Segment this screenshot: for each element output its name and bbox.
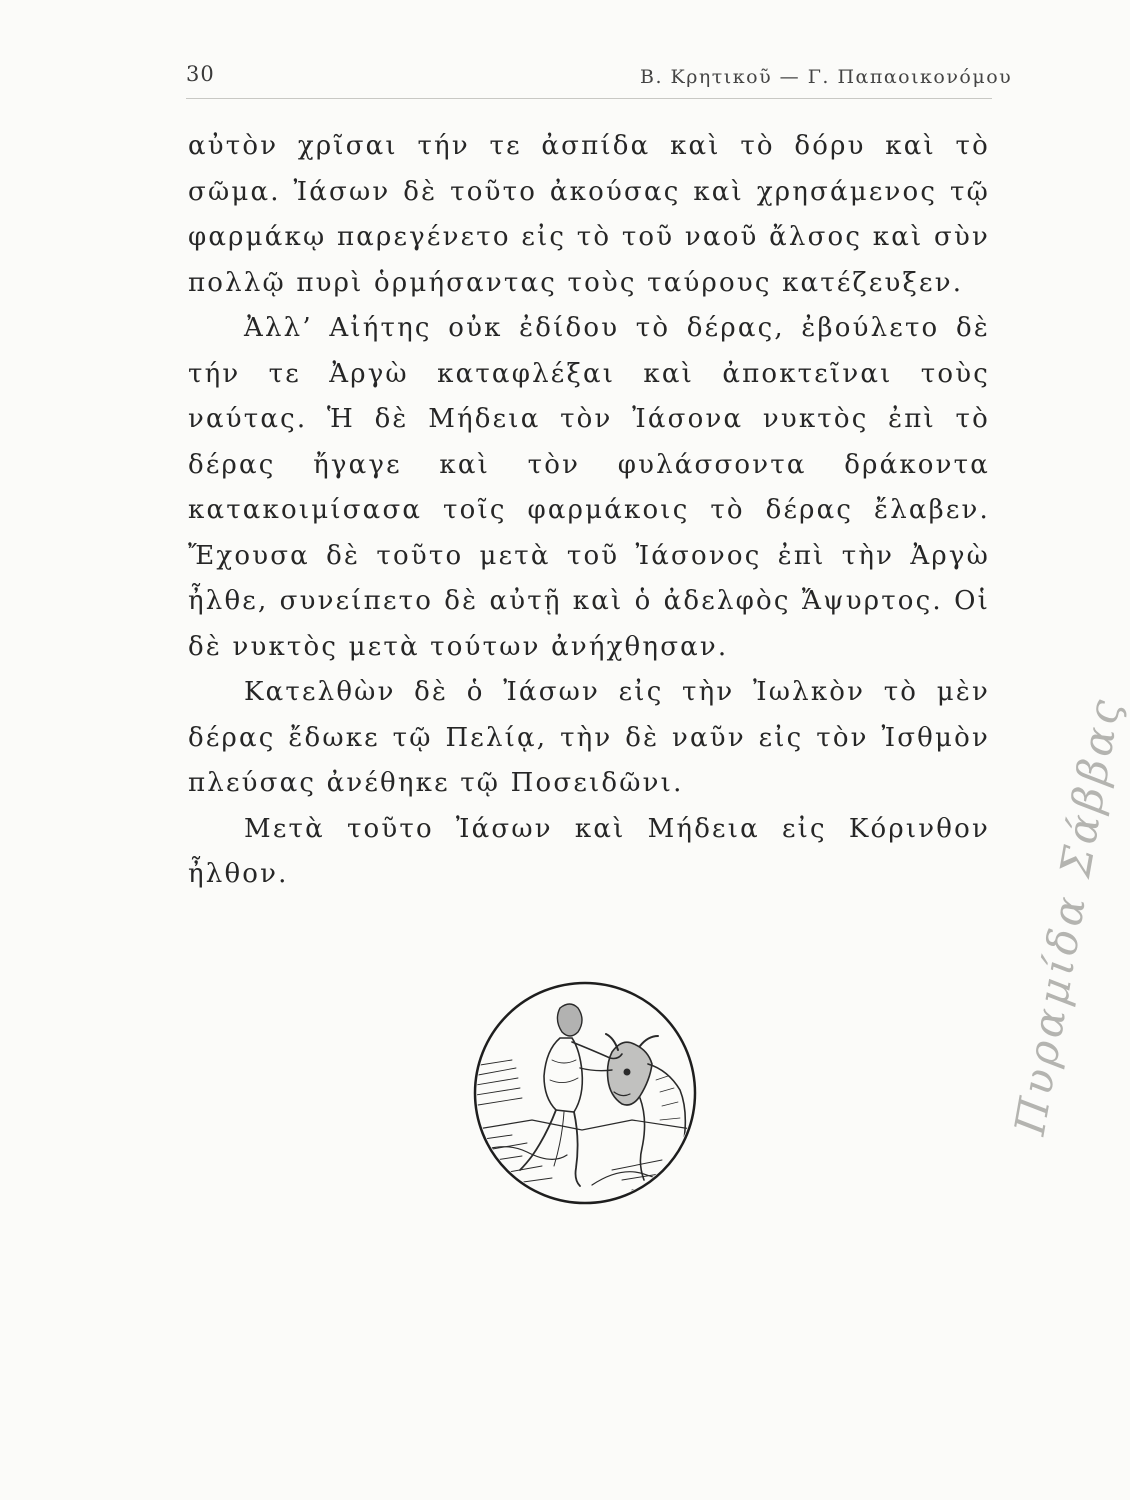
paragraph-3: Κατελθὼν δὲ ὁ Ἰάσων εἰς τὴν Ἰωλκὸν τὸ μὲν δέρας ἔδωκε τῷ Πελίᾳ, τὴν δὲ ναῦν εἰς τὸν Ἰσθμὸν πλεύσας ἀνέθηκε τῷ Ποσειδῶνι. <box>188 677 990 798</box>
paragraph-2: Ἀλλ’ Αἰήτης οὐκ ἐδίδου τὸ δέρας, ἐβούλετο δὲ τήν τε Ἀργὼ καταφλέξαι καὶ ἀποκτεῖναι τοὺς ναύτας. Ἡ δὲ Μήδεια τὸν Ἰάσονα νυκτὸς ἐπὶ τὸ δέρας ἤγαγε καὶ τὸν φυλάσσοντα δράκοντα κατακοιμίσασα τοῖς φαρμάκοις τὸ δέρας ἔλαβεν. Ἔχουσα δὲ τοῦτο μετὰ τοῦ Ἰάσονος ἐπὶ τὴν Ἀργὼ ἦλθε, συνείπετο δὲ αὐτῇ καὶ ὁ ἀδελφὸς Ἄψυρτος. Οἱ δὲ νυκτὸς μετὰ τούτων ἀνήχθησαν. <box>188 313 990 662</box>
page-number: 30 <box>186 62 215 86</box>
pencil-inscription: Πυραμίδα Σάββας <box>1005 692 1130 1139</box>
header-rule <box>186 98 992 99</box>
paragraph-1: αὐτὸν χρῖσαι τήν τε ἀσπίδα καὶ τὸ δόρυ καὶ τὸ σῶμα. Ἰάσων δὲ τοῦτο ἀκούσας καὶ χρησάμενος τῷ φαρμάκῳ παρεγένετο εἰς τὸ τοῦ ναοῦ ἄλσος καὶ σὺν πολλῷ πυρὶ ὁρμήσαντας τοὺς ταύρους κατέζευξεν. <box>188 131 990 298</box>
paragraph-4: Μετὰ τοῦτο Ἰάσων καὶ Μήδεια εἰς Κόρινθον ἦλθον. <box>188 813 990 889</box>
running-head: Β. Κρητικοῦ — Γ. Παπαοικονόμου <box>640 66 1013 88</box>
body-text <box>188 124 990 898</box>
vignette-illustration <box>472 980 698 1206</box>
